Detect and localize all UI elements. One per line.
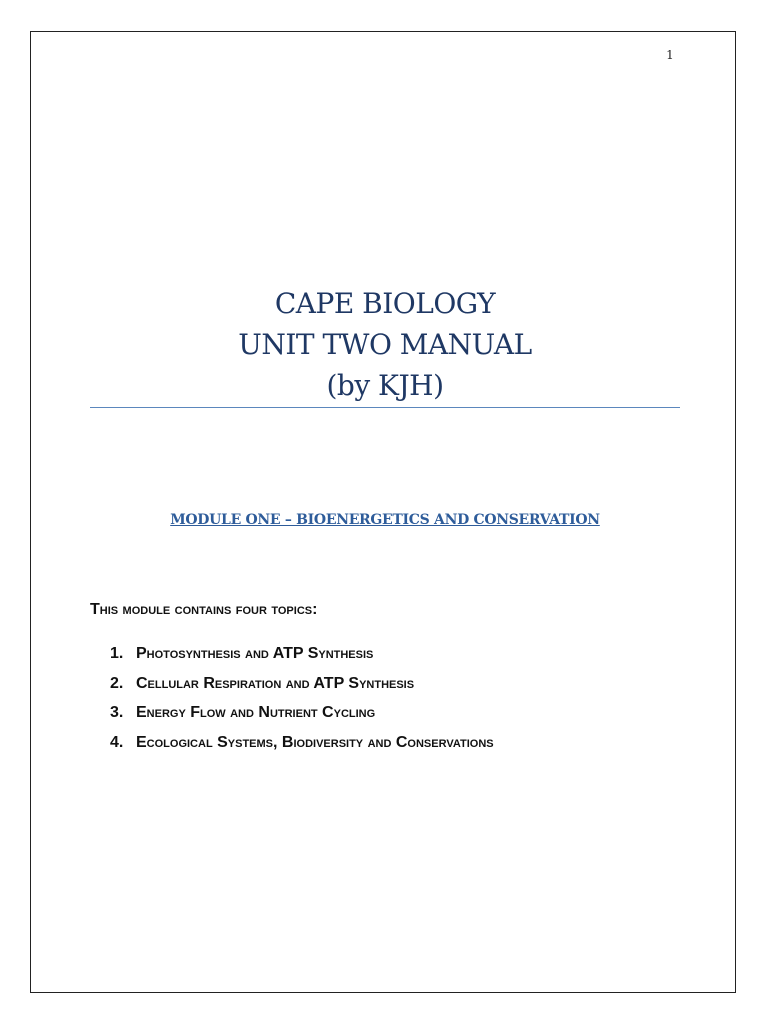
topic-label: Cellular Respiration and ATP Synthesis (136, 674, 415, 692)
topic-number: 4. (110, 733, 124, 751)
module-heading-text: MODULE ONE – BIOENERGETICS AND CONSERVATION (170, 512, 600, 528)
topic-item (110, 672, 494, 702)
module-heading (90, 511, 680, 529)
intro-text: This module contains four topics: (90, 601, 318, 618)
topic-number: 3. (110, 704, 124, 721)
topic-item (110, 731, 494, 761)
topic-item (110, 701, 494, 731)
title-divider (90, 407, 680, 408)
topic-item (110, 642, 494, 672)
topic-list (110, 642, 494, 760)
topic-label: Ecological Systems, Biodiversity and Conservations (136, 733, 494, 751)
title-line-2: UNIT TWO MANUAL (238, 328, 532, 361)
topic-number: 2. (110, 674, 124, 692)
topic-label: Photosynthesis and ATP Synthesis (136, 645, 374, 662)
title-line-1: CAPE BIOLOGY (274, 287, 496, 320)
topic-label: Energy Flow and Nutrient Cycling (136, 704, 376, 721)
page-number: 1 (666, 48, 674, 62)
title-line-3: (by KJH) (326, 369, 444, 402)
topic-number: 1. (110, 645, 124, 662)
document-title (90, 283, 680, 406)
